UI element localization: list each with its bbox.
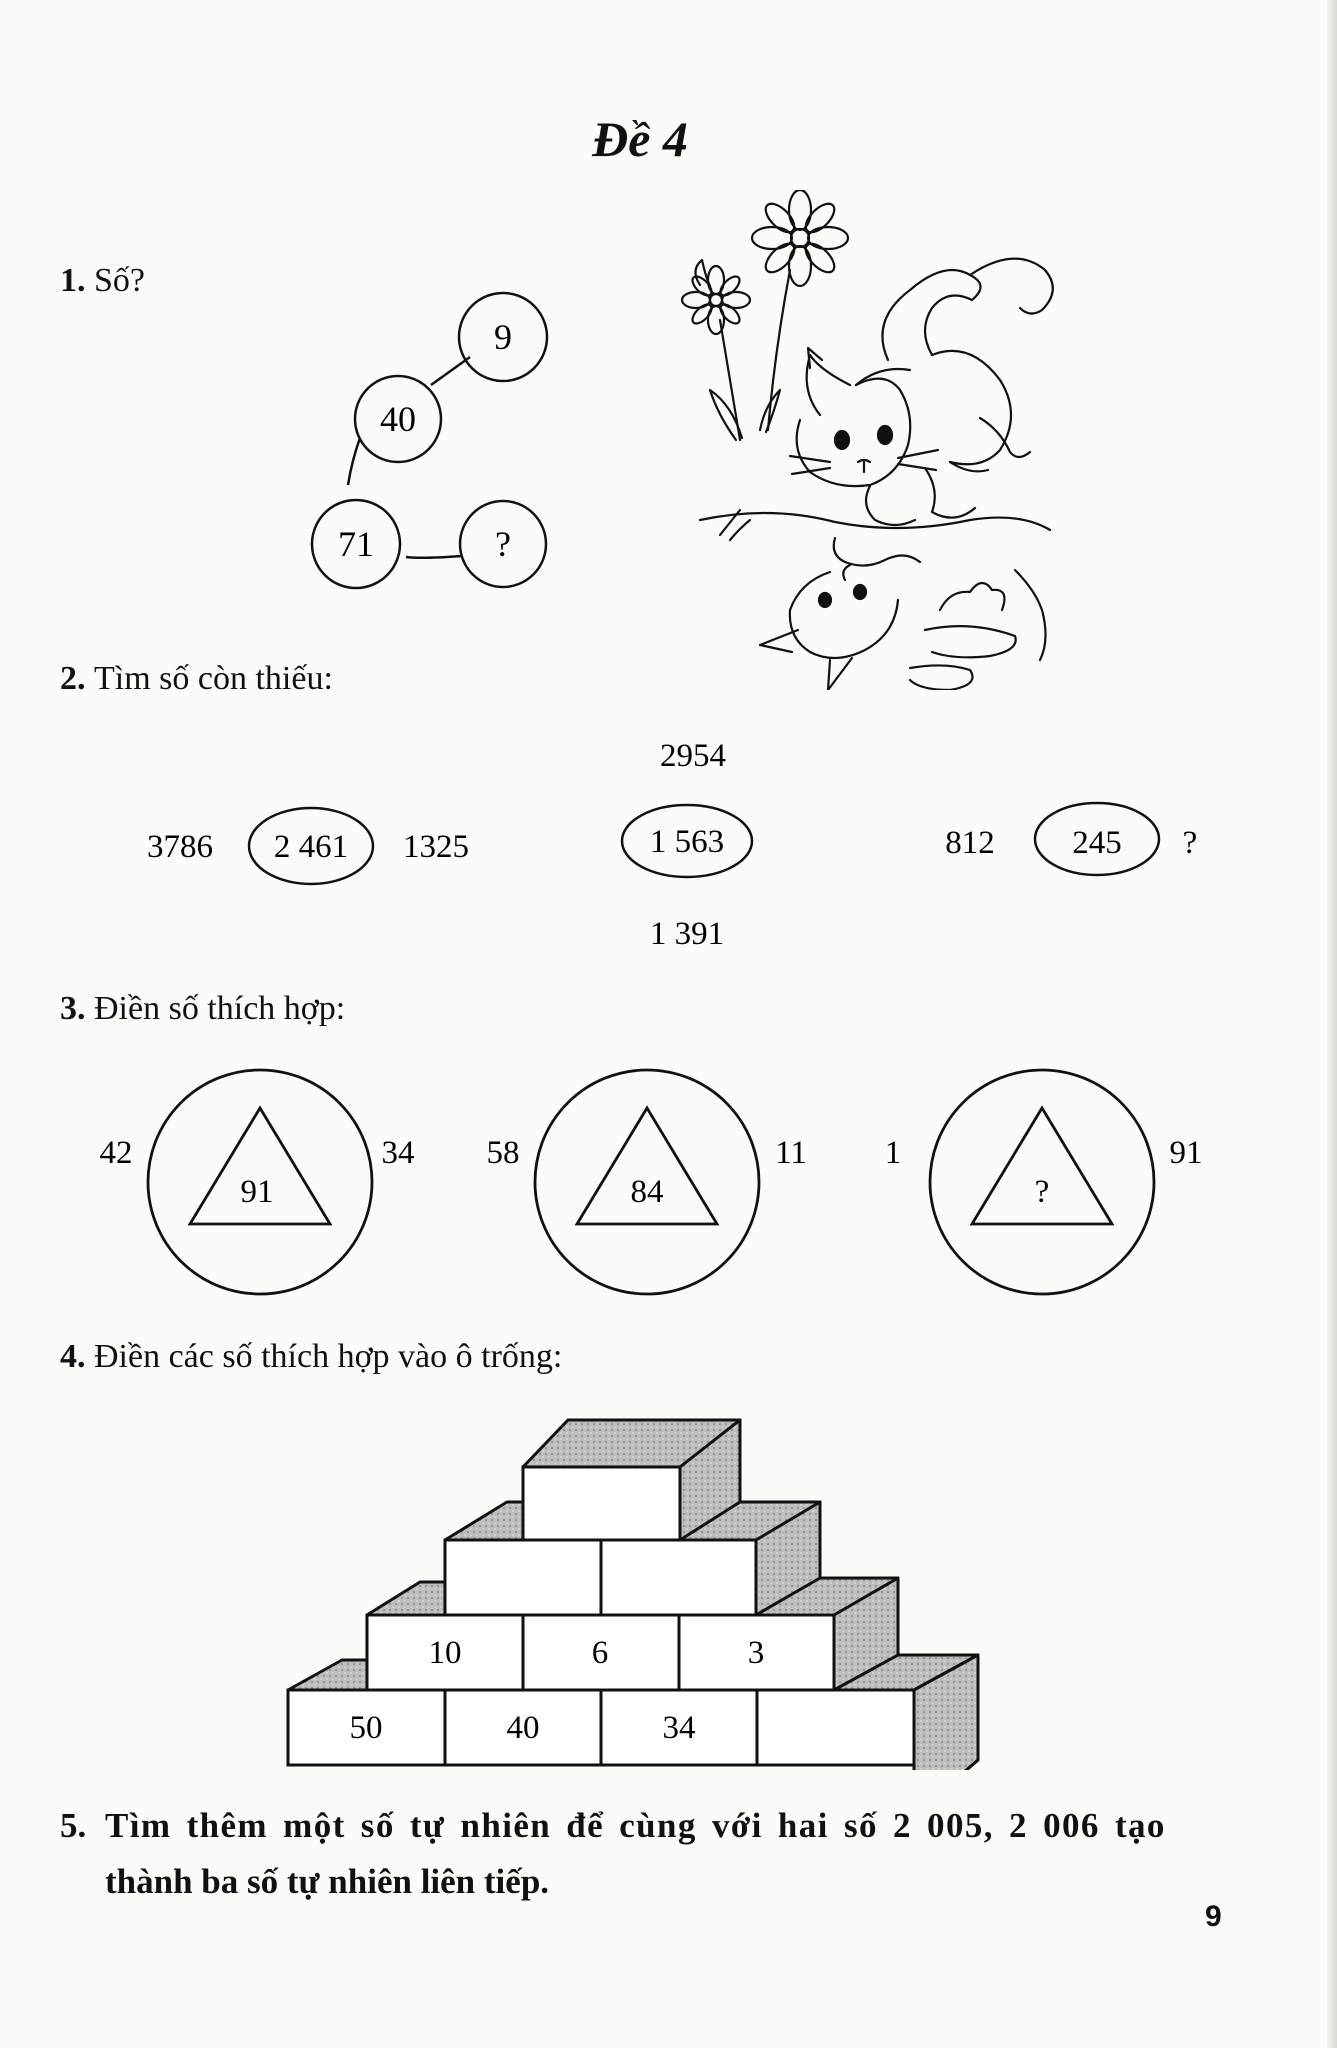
chain-value-3: 71 (338, 524, 374, 564)
q2-g2-top: 2954 (660, 738, 726, 774)
question-4-text: Điền các số thích hợp vào ô trống: (94, 1338, 563, 1375)
question-5-number: 5. (60, 1806, 87, 1845)
question-3-puzzles (80, 1050, 1240, 1320)
brick-r4-top (288, 1660, 367, 1690)
question-1-number: 1. (60, 262, 86, 299)
q2-g2-center: 1 563 (649, 824, 725, 860)
chain-value-4: ? (495, 524, 511, 564)
question-4-number: 4. (60, 1338, 86, 1375)
brick-r4-c4 (757, 1690, 914, 1765)
question-1-heading (60, 262, 145, 300)
brick-r3-top (367, 1582, 445, 1615)
q2-g1-center: 2 461 (273, 829, 349, 865)
brick-r3-value-3: 3 (747, 1635, 765, 1671)
question-3-heading (60, 990, 345, 1028)
brick-r3-value-2: 6 (591, 1635, 609, 1671)
question-2-number: 2. (60, 660, 86, 697)
brick-r2-c2 (601, 1540, 756, 1615)
question-5-line-1 (60, 1798, 1235, 1854)
q3-g3-left: 1 (884, 1135, 902, 1171)
page-number: 9 (1205, 1900, 1222, 1933)
chain-value-1: 9 (494, 317, 512, 357)
question-5-text-1: Tìm thêm một số tự nhiên để cùng với hai số 2 005, 2 006 tạo (105, 1806, 1166, 1845)
brick-r2-c1 (445, 1540, 601, 1615)
q3-g2-right: 11 (775, 1135, 807, 1171)
brick-r2-top (445, 1502, 523, 1540)
question-2-text: Tìm số còn thiếu: (94, 660, 333, 697)
cat-illustration (670, 190, 1090, 690)
q2-g1-left: 3786 (147, 829, 213, 865)
q3-g2-center: 84 (630, 1174, 664, 1210)
question-4-heading (60, 1338, 562, 1376)
q2-g2-bottom: 1 391 (649, 916, 725, 952)
question-3-number: 3. (60, 990, 86, 1027)
question-2-puzzles (130, 720, 1230, 960)
q3-g3-center: ? (1034, 1174, 1050, 1210)
question-1-text: Số? (94, 262, 145, 299)
question-2-heading (60, 660, 333, 698)
brick-r4-value-3: 34 (662, 1710, 696, 1746)
page-title: Đề 4 (592, 111, 688, 167)
q3-g1-right: 34 (381, 1135, 415, 1171)
question-1-number-chain (300, 285, 560, 615)
q3-g3-right: 91 (1169, 1135, 1203, 1171)
q3-g1-center: 91 (240, 1174, 274, 1210)
q2-g3-left: 812 (945, 825, 995, 861)
q2-g3-center: 245 (1072, 825, 1122, 861)
brick-r4-value-2: 40 (506, 1710, 540, 1746)
brick-r4-value-1: 50 (349, 1710, 383, 1746)
q2-g3-right: ? (1182, 825, 1198, 861)
page-edge (1327, 0, 1337, 2048)
q3-g1-left: 42 (99, 1135, 133, 1171)
q3-g2-left: 58 (486, 1135, 520, 1171)
brick-r3-value-1: 10 (428, 1635, 462, 1671)
chain-value-2: 40 (380, 399, 416, 439)
q2-g1-right: 1325 (403, 829, 469, 865)
brick-r1-c1 (523, 1467, 680, 1540)
question-5 (60, 1798, 1235, 1910)
question-3-text: Điền số thích hợp: (94, 990, 346, 1027)
question-5-text-2: thành ba số tự nhiên liên tiếp. (105, 1862, 550, 1901)
brick-pyramid (280, 1410, 1000, 1770)
